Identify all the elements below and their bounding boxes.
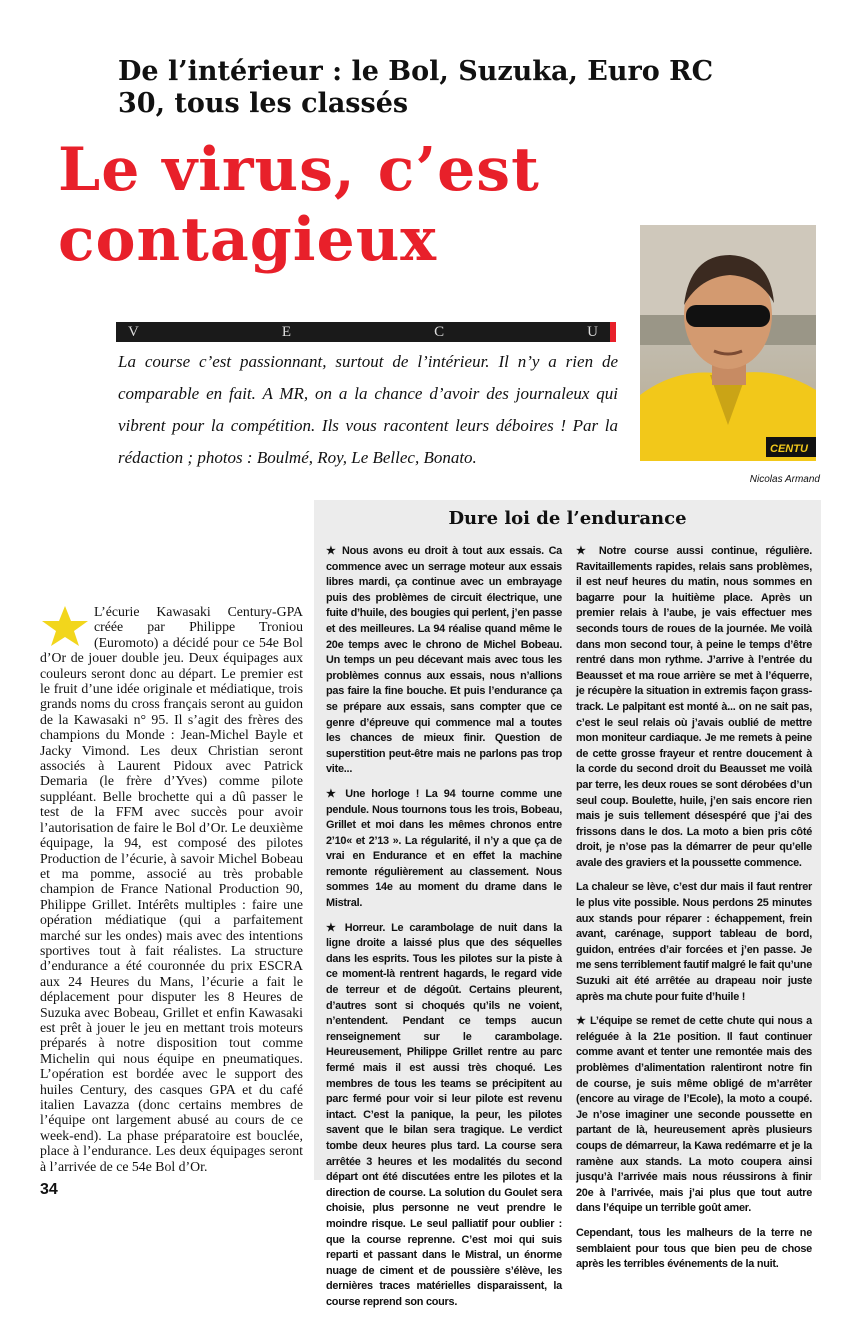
intro-paragraph: La course c’est passionnant, surtout de l’intérieur. Il n’y a rien de comparable en fait. A MR, on a la chance d’avoir des journaleux qui vibrent pour la compétition. Ils vous racontent leurs déboires ! Par la rédaction ; photos : Boulmé, Roy, Le Bellec, Bonato. (118, 352, 618, 467)
box-paragraph: Cependant, tous les malheurs de la terre ne semblaient pour tous que bien peu de chose après les terribles événements de la nuit. (576, 1226, 812, 1271)
rubric-letter: V (128, 323, 139, 340)
page-number: 34 (40, 1181, 58, 1198)
side-article (40, 604, 303, 1174)
page-title: Le virus, c’est contagieux (58, 135, 540, 275)
portrait-photo (640, 225, 816, 461)
photo-caption: Nicolas Armand (749, 474, 820, 485)
jersey-logo: CENTU (770, 443, 808, 455)
rubric-letter: C (434, 323, 445, 340)
box-column-right (576, 544, 812, 1282)
box-paragraph: ★ Notre course aussi continue, régulière. Ravitaillements rapides, relais sans problèmes, il est neuf heures du matin, nous sommes en bagarre pour la huitième place. Après un premier relais à l’aube, je vais effectuer mes seconds tours de roues de la journée. Me voilà dans mon second tour, à peine le temps d’être rentré dans mon rythme. J’arrive à l’entrée du Beausset et ma roue arrière se met à l’équerre, je récupère la situation in extremis façon grass-track. Le palpitant est monté à... on ne sait pas, c’est le seul relais où j’avais oublié de mettre mon moniteur cardiaque. Je me remets à peine de cette grosse frayeur et rentre doucement à la corde du second droit du Beausset me voilà par terre, les deux roues se sont dérobées d’un seul coup. Boulette, huile, j’en sais encore rien mais je suis tellement désespéré que j’ai des frissons dans le dos. La moto a bien pris côté droit, je n’ose pas la démarrer de peur qu’elle avale des graviers et la poussette commence. (576, 545, 812, 869)
rubric-letter: E (281, 323, 292, 340)
box-paragraph: ★ Horreur. Le carambolage de nuit dans la ligne droite a laissé plus que des séquelles dans les esprits. Tous les pilotes sur la piste à ce moment-là rentrent hagards, le regard vide de terreur et de dégoût. Certains pleurent, d’autres sont si choqués qu’ils ne voient, n’entendent. Pendant ce temps aucun renseignement sur le carambolage. Heureusement, Philippe Grillet rentre au parc fermé mais il est aussi très choqué. Les membres de tous les teams se précipitent au parc fermé pour voir si leur pilote est revenu intact. C’est la panique, la peur, les pilotes savent que le bilan sera tragique. Le verdict tombe deux heures plus tard. La course sera arrêtée 3 heures et les modalités du second départ ont été discutées entre les pilotes et la direction de course. La solution du Goulet sera choisie, plus personne ne veut prendre le moindre risque. Le seul palliatif pour oublier : que la course reprenne. C’est moi qui suis reparti et passant dans le Mistral, un énorme nuage de ciment et de poussière s’élève, les dernières traces matérielles disparaissent, la course reprend son cours. (326, 921, 562, 1308)
box-paragraph: ★ Une horloge ! La 94 tourne comme une pendule. Nous tournons tous les trois, Bobeau, Grillet et moi dans les mêmes chronos entre 2’10« et 2’13 ». La régularité, il n’y a que ça de vrai en Endurance et en effet la machine remonte régulièrement au classement. Nous sommes 14e au moment du drame dans le Mistral. (326, 787, 562, 910)
portrait-illustration (640, 225, 816, 461)
rubric-accent (610, 322, 616, 342)
side-article-text: L’écurie Kawasaki Century-GPA créée par Philippe Troniou (Euromoto) a décidé pour ce 54e Bol d’Or de jouer double jeu. Deux équipages aux couleurs seront donc au départ. Le premier est le fruit d’une idée originale et médiatique, trois grands noms du cross français seront au guidon de la Kawasaki n° 95. Il s’agit des frères des champions du Monde : Jean-Michel Bayle et Jacky Vimond. Les deux Christian seront associés à Laurent Pidoux avec Patrick Demaria (le frère d’Yves) comme pilote suppléant. Belle brochette qui a dû passer le test de la FFM avec succès pour avoir l’autorisation de faire le Bol d’Or. Le deuxième équipage, la 94, est composé des pilotes Production de l’écurie, à savoir Michel Bobeau et ma pomme, associé au très probable champion de France National Production 90, Philippe Grillet. Intérêts multiples : faire une opération médiatique (qui a parfaitement marché sur les ondes) mais avec des intentions sportives tout à fait réalistes. La structure d’endurance a été couronnée du prix ESCRA aux 24 Heures du Mans, l’écurie a fait le déplacement pour disputer les 8 Heures de Suzuka avec Bobeau, Grillet et enfin Kawasaki est prêt à jouer le jeu en mettant trois moteurs préparés à notre disposition tout comme Michelin qui nous équipe en pneumatiques. L’opération est bordée avec le support des huiles Century, des casques GPA et du café italien Lavazza (donc certains membres de l’équipe ont largement abusé au cours de ce week-end). La phase préparatoire est bouclée, place à l’endurance. Les deux équipages seront à l’arrivée de ce 54e Bol d’Or. (40, 604, 303, 1174)
box-paragraph: ★ Nous avons eu droit à tout aux essais. Ca commence avec un serrage moteur aux essais libres mardi, ça continue avec un embrayage puis des problèmes de circuit électrique, une fuite d’huile, des bougies qui perlent, j’en passe et des meilleures. La 94 réalise quand même le 20e temps avec le chrono de Michel Bobeau. Un temps un peu décevant mais avec tous les problèmes connus aux essais, nous n’allions pas faire la fine bouche. Et puis l’endurance ça se prépare aux essais, sans compter que ce genre d’épreuve qui commence mal a toutes les chances de mieux finir. Question de superstition peut-être mais ne parlons pas trop vite... (326, 545, 562, 776)
box-paragraph: La chaleur se lève, c’est dur mais il faut rentrer le plus vite possible. Nous perdons 25 minutes aux stands pour réparer : échappement, frein avant, carénage, support tableau de bord, guidon, entrées d’air forcées et j’en passe. Je me sens terriblement fautif malgré le fait qu’une Suzuki ait été arrêtée au drapeau noir juste après ma chute pour fuite d’huile ! (576, 881, 812, 1003)
box-title: Dure loi de l’endurance (448, 508, 687, 529)
kicker-heading: De l’intérieur : le Bol, Suzuka, Euro RC 30, tous les classés (118, 56, 714, 119)
box-column-left (326, 544, 562, 1320)
rubric-bar (116, 322, 610, 342)
star-icon (40, 604, 90, 648)
rubric-letter: U (587, 323, 598, 340)
box-paragraph: ★ L’équipe se remet de cette chute qui nous a reléguée à la 21e position. Il faut continuer comme avant et tenter une remontée mais des problèmes d’alimentation ralentiront notre fin de course, je suis même obligé de m’arrêter (encore au virage de l’Ecole), la moto a coupé. Je n’ose imaginer une seconde poussette en partant de là, heureusement après plusieurs coups de démarreur, la Kawa redémarre et je la ramène aux stands. La moto coupera ainsi jusqu’à l’arrivée mais nous réussirons à finir 20e à l’arrivée, mais j’ai plus que tout autre dans l’équipe un terrible goût amer. (576, 1015, 812, 1215)
